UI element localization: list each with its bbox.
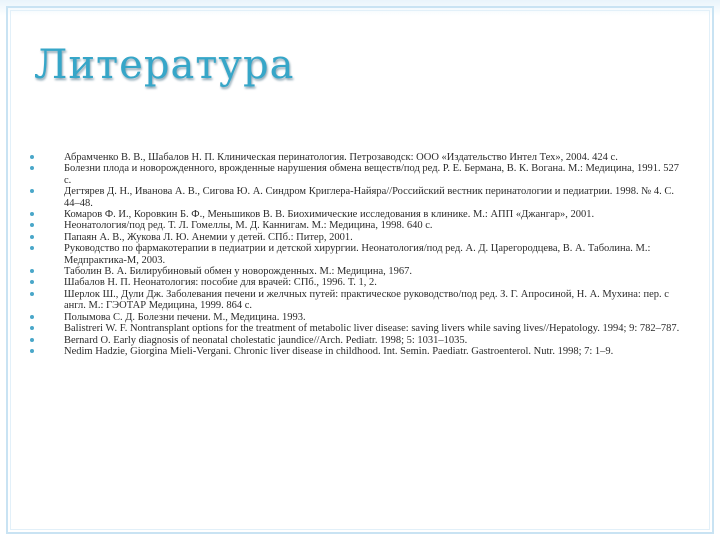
bullet-icon [30, 338, 34, 342]
reference-text: Комаров Ф. И., Коровкин Б. Ф., Меньшиков В. В. Биохимические исследования в клинике. М.: АПП «Джангар», 2001. [64, 209, 595, 221]
reference-item [30, 266, 685, 277]
bullet-icon [30, 269, 34, 273]
reference-text: Bernard O. Early diagnosis of neonatal cholestatic jaundice//Arch. Pediatr. 1998; 5: 1031–1035. [64, 334, 468, 346]
slide-title: Литература [34, 42, 295, 88]
bullet-icon [30, 246, 34, 250]
reference-item [30, 312, 685, 323]
reference-text: Абрамченко В. В., Шабалов Н. П. Клиническая перинатология. Петрозаводск: ООО «Издательство Интел Тех», 2004. 424 с. [64, 152, 618, 163]
bullet-icon [30, 212, 34, 216]
reference-text: Balistreri W. F. Nontransplant options for the treatment of metabolic liver disease: saving livers while saving lives//Hepatology. 1994; 9: 782–787. [64, 323, 680, 335]
reference-list [30, 152, 685, 357]
reference-text: Nedim Hadzie, Giorgina Mieli-Vergani. Chronic liver disease in childhood. Int. Semin. Paediatr. Gastroenterol. Nutr. 1998; 7: 1–9. [64, 345, 614, 357]
reference-text: Шерлок Ш., Дули Дж. Заболевания печени и желчных путей: практическое руководство/под ред. З. Г. Апросиной, Н. А. Мухина: пер. с англ. М.: ГЭОТАР Медицина, 1999. 864 с. [64, 288, 669, 312]
reference-item [30, 277, 685, 288]
bullet-icon [30, 349, 34, 353]
reference-text: Дегтярев Д. Н., Иванова А. В., Сигова Ю. А. Синдром Криглера-Найяра//Российский вестник перинатологии и педиатрии. 1998. № 4. С. 44–48. [64, 186, 674, 209]
bullet-icon [30, 315, 34, 319]
reference-item [30, 243, 685, 266]
reference-item [30, 289, 685, 312]
bullet-icon [30, 292, 34, 296]
reference-item [30, 186, 685, 209]
reference-text: Папаян А. В., Жукова Л. Ю. Анемии у детей. СПб.: Питер, 2001. [64, 231, 353, 243]
reference-text: Полымова С. Д. Болезни печени. М., Медицина. 1993. [64, 311, 306, 323]
reference-text: Шабалов Н. П. Неонатология: пособие для врачей: СПб., 1996. Т. 1, 2. [64, 277, 377, 289]
reference-item [30, 346, 685, 357]
reference-text: Болезни плода и новорожденного, врожденные нарушения обмена веществ/под ред. Р. Е. Бермана, В. К. Вогана. М.: Медицина, 1991. 527 с. [64, 163, 679, 186]
bullet-icon [30, 326, 34, 330]
bullet-icon [30, 189, 34, 193]
bullet-icon [30, 280, 34, 284]
bullet-icon [30, 223, 34, 227]
reference-item [30, 220, 685, 231]
reference-text: Таболин В. А. Билирубиновый обмен у новорожденных. М.: Медицина, 1967. [64, 266, 413, 278]
bullet-icon [30, 166, 34, 170]
reference-text: Руководство по фармакотерапии в педиатрии и детской хирургии. Неонатология/под ред. А. Д. Царегородцева, В. А. Таболина. М.: Медпрактика-М, 2003. [64, 243, 651, 266]
reference-text: Неонатология/под ред. Т. Л. Гомеллы, М. Д. Каннигам. М.: Медицина, 1998. 640 с. [64, 220, 433, 232]
bullet-icon [30, 235, 34, 239]
reference-item [30, 335, 685, 346]
reference-item [30, 163, 685, 186]
reference-item [30, 323, 685, 334]
reference-item [30, 152, 685, 163]
bullet-icon [30, 155, 34, 159]
reference-item [30, 209, 685, 220]
reference-item [30, 232, 685, 243]
